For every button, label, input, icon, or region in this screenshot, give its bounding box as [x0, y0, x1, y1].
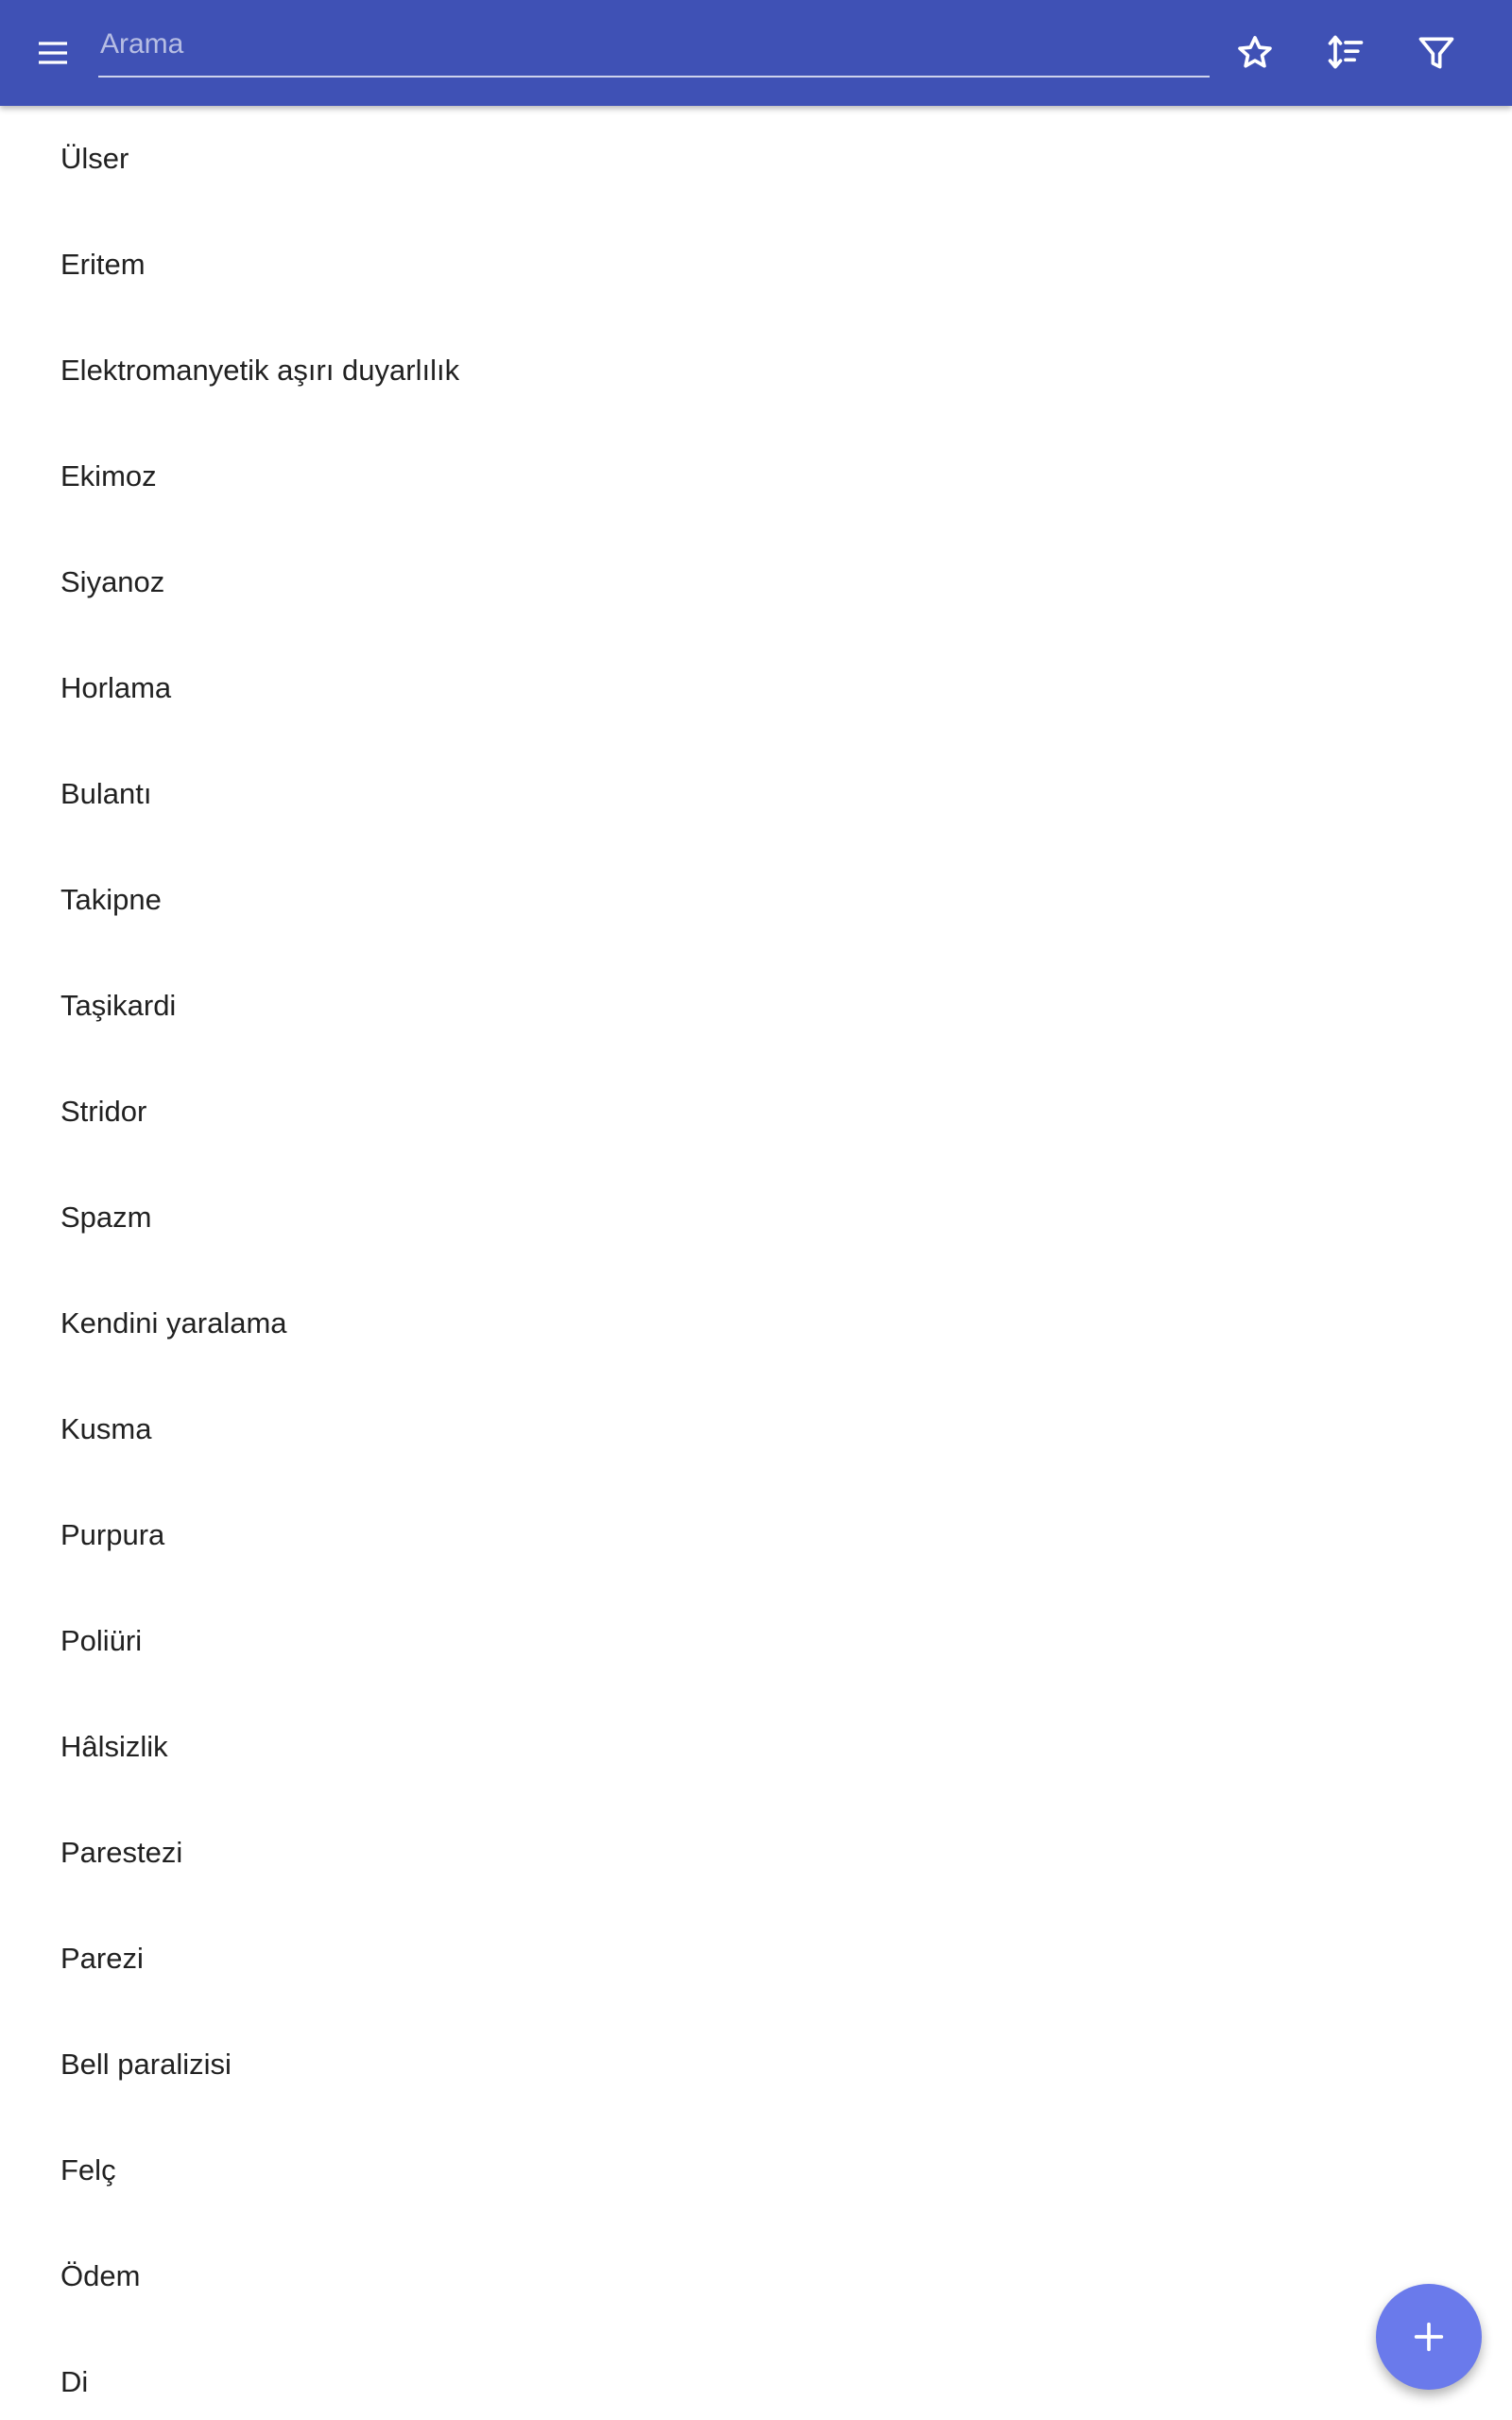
- list-item[interactable]: Parezi: [60, 1942, 144, 1975]
- star-outline-icon: [1234, 32, 1276, 74]
- list-item[interactable]: Takipne: [60, 883, 162, 916]
- list-item[interactable]: Elektromanyetik aşırı duyarlılık: [60, 354, 460, 387]
- search-input[interactable]: [98, 15, 1210, 74]
- list-item[interactable]: Kusma: [60, 1412, 152, 1445]
- list-item[interactable]: Bulantı: [60, 777, 152, 810]
- filter-icon: [1416, 32, 1457, 74]
- search-field: [98, 15, 1210, 78]
- sort-button[interactable]: [1300, 8, 1391, 98]
- menu-button[interactable]: [8, 8, 98, 98]
- plus-icon: [1410, 2318, 1448, 2356]
- list-item[interactable]: Hâlsizlik: [60, 1730, 168, 1763]
- list-item[interactable]: Ülser: [60, 142, 129, 175]
- list-item[interactable]: Kendini yaralama: [60, 1306, 287, 1340]
- list-item[interactable]: Taşikardi: [60, 989, 177, 1022]
- list-item[interactable]: Felç: [60, 2153, 116, 2187]
- list-item[interactable]: Poliüri: [60, 1624, 143, 1657]
- list-item[interactable]: Eritem: [60, 248, 146, 281]
- list-item[interactable]: Purpura: [60, 1518, 165, 1551]
- sort-icon: [1325, 32, 1366, 74]
- list-item[interactable]: Bell paralizisi: [60, 2048, 232, 2081]
- list-item[interactable]: Ekimoz: [60, 459, 157, 493]
- list-item[interactable]: Siyanoz: [60, 565, 165, 598]
- list-item[interactable]: Di: [60, 2365, 89, 2398]
- list-item[interactable]: Horlama: [60, 671, 172, 704]
- list-item[interactable]: Spazm: [60, 1201, 152, 1234]
- list-item[interactable]: Stridor: [60, 1095, 147, 1128]
- menu-icon: [34, 34, 72, 72]
- favorites-button[interactable]: [1210, 8, 1300, 98]
- symptom-list: [0, 106, 1512, 2420]
- add-button[interactable]: [1376, 2284, 1482, 2390]
- top-app-bar: [0, 0, 1512, 106]
- list-item[interactable]: Ödem: [60, 2259, 141, 2292]
- list-item[interactable]: Parestezi: [60, 1836, 183, 1869]
- filter-button[interactable]: [1391, 8, 1482, 98]
